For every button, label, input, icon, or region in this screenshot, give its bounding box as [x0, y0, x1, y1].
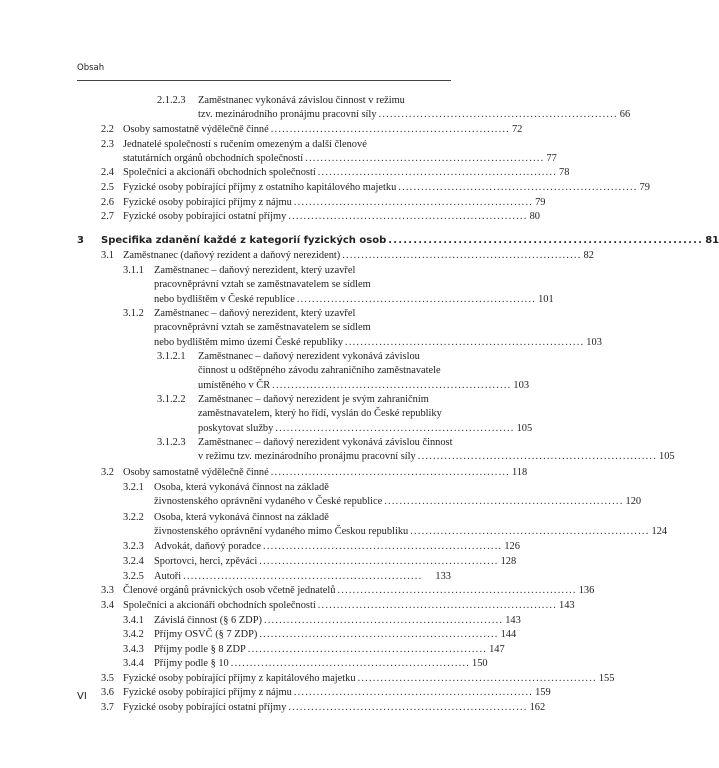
- toc-entry-title-line: Autoři: [154, 571, 182, 582]
- toc-entry-title-line: Fyzické osoby pobírající příjmy z ostatního kapitálového majetku: [123, 182, 397, 193]
- toc-entry-number: 3.1.2.1: [157, 351, 186, 362]
- toc-entry-number: 3.4.3: [123, 644, 144, 655]
- toc-entry-title-line: Zaměstnanec – daňový nerezident je svým zahraničním: [198, 394, 429, 405]
- toc-entry-row: [154, 657, 488, 670]
- toc-entry-title-line: Zaměstnanec – daňový nerezident vykonává závislou činnost: [198, 437, 453, 448]
- toc-entry-number: 2.7: [101, 211, 114, 222]
- toc-entry-row: [154, 495, 642, 508]
- toc-entry-row: [154, 555, 517, 568]
- toc-entry-title-line: Advokát, daňový poradce: [154, 541, 262, 552]
- toc-entry-number: 2.5: [101, 182, 114, 193]
- toc-entry-row: [123, 701, 546, 714]
- toc-entry-title-line: Zaměstnanec – daňový nerezident vykonává závislou: [198, 351, 420, 362]
- toc-entry-number: 3.2: [101, 467, 114, 478]
- dot-leader: ...............................................................: [384, 496, 624, 508]
- toc-entry-page: 82: [583, 250, 594, 261]
- toc-entry-number: 2.1.2.3: [157, 95, 186, 106]
- toc-entry-page: 101: [538, 293, 554, 305]
- toc-entry-title-line: Zaměstnanec – daňový nerezident, který uzavřel: [154, 265, 356, 276]
- toc-entry-page: 124: [651, 526, 668, 538]
- toc-entry-page: 120: [625, 496, 642, 508]
- toc-entry-title-line: Zaměstnanec (daňový rezident a daňový nerezident): [123, 250, 341, 261]
- toc-entry-title-line: nebo bydlištěm v České republice: [154, 293, 295, 305]
- toc-entry-row: [154, 614, 521, 627]
- toc-entry-number: 3.1: [101, 250, 114, 261]
- toc-entry-title-line: Jednatelé společností s ručením omezeným a další členové: [123, 139, 367, 150]
- toc-entry-title-line: Fyzické osoby pobírající příjmy z nájmu: [123, 197, 292, 208]
- dot-leader: ...............................................................: [183, 571, 423, 582]
- toc-entry-row: [154, 570, 451, 583]
- toc-entry-page: 118: [511, 467, 528, 478]
- toc-entry-row: [101, 234, 719, 247]
- toc-entry-number: 3.3: [101, 585, 114, 596]
- toc-entry-title-line: činnost u odštěpného závodu zahraničního zaměstnavatele: [198, 365, 441, 377]
- header-rule: [77, 80, 451, 81]
- toc-entry-page: 126: [504, 541, 520, 552]
- toc-entry-title-line: Příjmy podle § 10: [154, 658, 229, 669]
- dot-leader: ...............................................................: [345, 336, 585, 348]
- toc-entry-page: 133: [435, 571, 451, 582]
- toc-entry-number: 3.5: [101, 673, 114, 684]
- toc-entry-page: 136: [578, 585, 595, 596]
- toc-entry-title-line: umístěného v ČR: [198, 379, 271, 391]
- dot-leader: ...............................................................: [288, 702, 528, 713]
- toc-entry-page: 143: [505, 615, 521, 626]
- toc-entry-page: 144: [500, 629, 517, 640]
- toc-entry-page: 105: [516, 422, 533, 434]
- toc-entry-row: [154, 643, 505, 656]
- toc-entry-page: 77: [546, 153, 557, 165]
- toc-entry-number: 3.4: [101, 600, 114, 611]
- toc-entry-row: [123, 152, 557, 165]
- toc-entry-number: 3.4.2: [123, 629, 144, 640]
- dot-leader: ...............................................................: [337, 585, 577, 596]
- toc-entry-number: 2.2: [101, 124, 114, 135]
- dot-leader: ...............................................................: [247, 644, 488, 655]
- toc-entry-title-line: Osoby samostatně výdělečně činné: [123, 124, 269, 135]
- toc-entry-page: 162: [529, 702, 546, 713]
- toc-entry-number: 3: [77, 235, 84, 246]
- toc-entry-title-line: Společníci a akcionáři obchodních společností: [123, 167, 316, 178]
- toc-entry-number: 3.2.2: [123, 512, 144, 523]
- toc-entry-row: [154, 628, 517, 641]
- toc-entry-row: [154, 293, 554, 306]
- toc-entry-number: 3.2.1: [123, 482, 144, 493]
- toc-entry-page: 103: [513, 379, 530, 391]
- toc-entry-row: [123, 249, 594, 262]
- dot-leader: ...............................................................: [293, 687, 534, 698]
- dot-leader: ...............................................................: [296, 293, 537, 305]
- dot-leader: ...............................................................: [417, 451, 658, 463]
- toc-entry-row: [198, 379, 530, 392]
- toc-entry-number: 3.1.2.2: [157, 394, 186, 405]
- toc-entry-page: 128: [500, 556, 517, 567]
- dot-leader: ...............................................................: [317, 600, 558, 611]
- toc-entry-row: [123, 672, 615, 685]
- toc-entry-title-line: Osoba, která vykonává činnost na základě: [154, 512, 329, 523]
- toc-entry-row: [123, 181, 650, 194]
- dot-leader: ...............................................................: [259, 629, 499, 640]
- toc-entry-row: [198, 108, 631, 121]
- toc-entry-page: 79: [535, 197, 546, 208]
- toc-entry-title-line: nebo bydlištěm mimo území České republiky: [154, 336, 344, 348]
- toc-entry-title-line: Fyzické osoby pobírající ostatní příjmy: [123, 702, 287, 713]
- dot-leader: ...............................................................: [263, 615, 504, 626]
- toc-entry-title-line: pracovněprávní vztah se zaměstnavatelem se sídlem: [154, 279, 371, 291]
- toc-entry-page: 103: [586, 336, 602, 348]
- toc-entry-number: 3.7: [101, 702, 114, 713]
- toc-entry-title-line: Specifika zdanění každé z kategorií fyzických osob: [101, 235, 387, 246]
- toc-entry-row: [154, 540, 520, 553]
- toc-entry-title-line: pracovněprávní vztah se zaměstnavatelem se sídlem: [154, 322, 371, 334]
- toc-entry-title-line: Zaměstnanec – daňový nerezident, který uzavřel: [154, 308, 356, 319]
- dot-leader: ...............................................................: [357, 673, 597, 684]
- toc-entry-title-line: statutárních orgánů obchodních společností: [123, 153, 304, 165]
- toc-entry-row: [123, 599, 575, 612]
- toc-entry-page: 79: [639, 182, 650, 193]
- toc-entry-row: [123, 166, 570, 179]
- dot-leader: ...............................................................: [293, 197, 534, 208]
- toc-entry-title-line: Příjmy OSVČ (§ 7 ZDP): [154, 629, 258, 640]
- dot-leader: ...............................................................: [388, 235, 704, 246]
- toc-entry-row: [198, 450, 675, 463]
- dot-leader: ...............................................................: [263, 541, 503, 552]
- dot-leader: ...............................................................: [317, 167, 558, 178]
- toc-entry-row: [154, 525, 668, 538]
- toc-entry-number: 3.2.3: [123, 541, 144, 552]
- toc-entry-number: 2.6: [101, 197, 114, 208]
- toc-entry-number: 2.4: [101, 167, 114, 178]
- dot-leader: ...............................................................: [275, 422, 515, 434]
- toc-entry-title-line: Zaměstnanec vykonává závislou činnost v režimu: [198, 95, 405, 106]
- toc-entry-number: 3.6: [101, 687, 114, 698]
- dot-leader: ...............................................................: [305, 153, 545, 165]
- running-header: Obsah: [77, 63, 105, 73]
- toc-entry-row: [123, 123, 523, 136]
- toc-entry-title-line: Příjmy podle § 8 ZDP: [154, 644, 246, 655]
- toc-entry-page: 80: [529, 211, 540, 222]
- toc-entry-row: [123, 584, 595, 597]
- dot-leader: ...............................................................: [288, 211, 528, 222]
- dot-leader: ...............................................................: [410, 526, 650, 538]
- toc-entry-page: 155: [598, 673, 615, 684]
- dot-leader: ...............................................................: [230, 658, 471, 669]
- dot-leader: ...............................................................: [259, 556, 499, 567]
- toc-entry-number: 3.2.5: [123, 571, 144, 582]
- toc-entry-page: 150: [472, 658, 488, 669]
- toc-entry-number: 3.1.2.3: [157, 437, 186, 448]
- toc-entry-number: 3.2.4: [123, 556, 144, 567]
- toc-entry-page: 81: [705, 235, 719, 246]
- toc-entry-number: 2.3: [101, 139, 114, 150]
- toc-entry-row: [123, 686, 551, 699]
- dot-leader: ...............................................................: [270, 124, 510, 135]
- toc-entry-page: 66: [619, 109, 631, 121]
- toc-entry-row: [198, 422, 533, 435]
- toc-entry-page: 159: [535, 687, 551, 698]
- toc-entry-title-line: Sportovci, herci, zpěváci: [154, 556, 258, 567]
- toc-entry-number: 3.4.4: [123, 658, 144, 669]
- toc-entry-page: 105: [659, 451, 675, 463]
- toc-entry-title-line: Fyzické osoby pobírající ostatní příjmy: [123, 211, 287, 222]
- toc-entry-title-line: Fyzické osoby pobírající příjmy z kapitálového majetku: [123, 673, 356, 684]
- toc-entry-page: 78: [559, 167, 570, 178]
- toc-entry-title-line: Společníci a akcionáři obchodních společností: [123, 600, 316, 611]
- dot-leader: ...............................................................: [398, 182, 638, 193]
- toc-entry-row: [123, 210, 540, 223]
- toc-entry-number: 3.1.2: [123, 308, 144, 319]
- toc-entry-row: [123, 196, 546, 209]
- toc-entry-title-line: Členové orgánů právnických osob včetně jednatelů: [123, 585, 336, 596]
- toc-entry-page: 143: [559, 600, 575, 611]
- toc-entry-title-line: v režimu tzv. mezinárodního pronájmu pracovní síly: [198, 451, 416, 463]
- toc-entry-row: [154, 336, 602, 349]
- toc-entry-title-line: Osoba, která vykonává činnost na základě: [154, 482, 329, 493]
- toc-entry-page: 147: [489, 644, 505, 655]
- toc-entry-title-line: živnostenského oprávnění vydaného v České republice: [154, 496, 383, 508]
- toc-entry-title-line: zaměstnavatelem, který ho řídí, vyslán do České republiky: [198, 408, 442, 420]
- dot-leader: ...............................................................: [342, 250, 582, 261]
- toc-entry-title-line: Závislá činnost (§ 6 ZDP): [154, 615, 262, 626]
- toc-entry-page: 72: [511, 124, 523, 135]
- toc-entry-row: [123, 466, 528, 479]
- page-folio: VI: [77, 691, 87, 702]
- dot-leader: ...............................................................: [270, 467, 510, 478]
- toc-entry-title-line: živnostenského oprávnění vydaného mimo Českou republiku: [154, 526, 409, 538]
- toc-entry-title-line: Fyzické osoby pobírající příjmy z nájmu: [123, 687, 292, 698]
- toc-entry-number: 3.1.1: [123, 265, 144, 276]
- toc-entry-title-line: poskytovat služby: [198, 422, 274, 434]
- dot-leader: ...............................................................: [272, 379, 512, 391]
- dot-leader: ...............................................................: [378, 109, 618, 121]
- toc-entry-title-line: Osoby samostatně výdělečně činné: [123, 467, 269, 478]
- toc-entry-number: 3.4.1: [123, 615, 144, 626]
- toc-entry-title-line: tzv. mezinárodního pronájmu pracovní síly: [198, 109, 377, 121]
